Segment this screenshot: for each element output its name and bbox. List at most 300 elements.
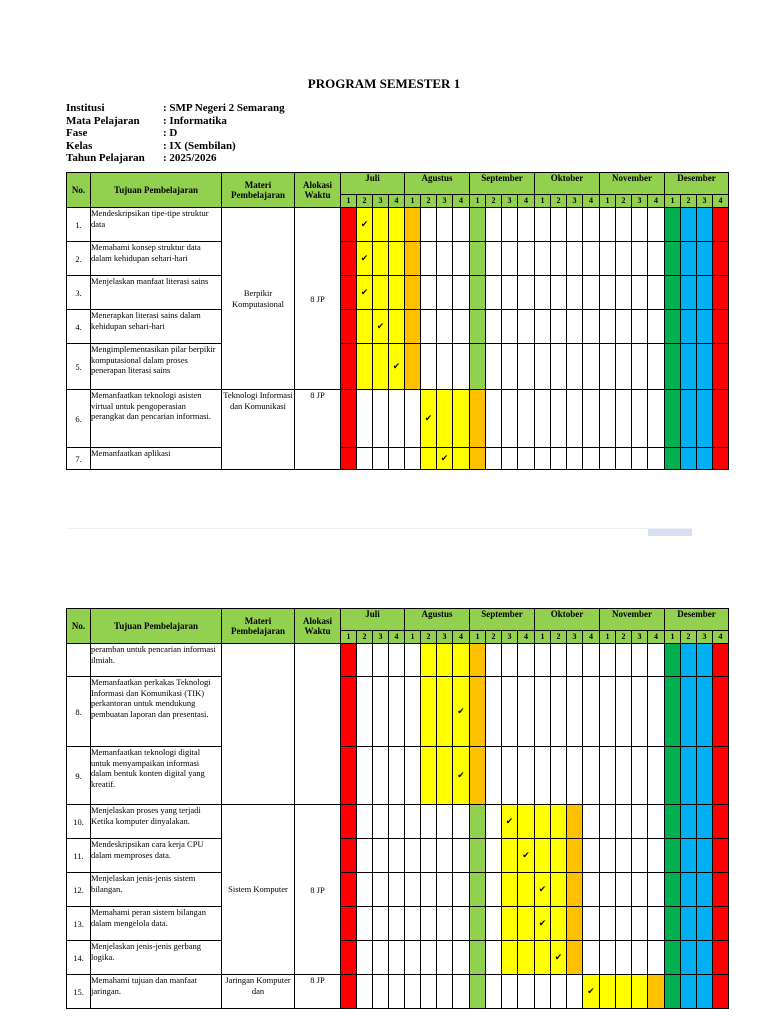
week-cell: [518, 242, 535, 276]
week-cell: [616, 310, 632, 344]
week-cell: [453, 805, 470, 839]
week-cell: [502, 941, 518, 975]
week-cell: [681, 344, 697, 390]
week-cell: [583, 747, 600, 805]
tujuan-cell: Menjelaskan manfaat literasi sains: [91, 276, 222, 310]
week-cell: [518, 644, 535, 677]
week-cell: [713, 941, 729, 975]
week-cell: [341, 208, 357, 242]
info-value: : 2025/2026: [163, 152, 217, 165]
info-value: : Informatika: [163, 114, 227, 127]
week-cell: [535, 839, 551, 873]
table-row: [67, 390, 729, 448]
week-cell: [600, 873, 616, 907]
week-cell: [421, 276, 437, 310]
week-cell: [389, 805, 405, 839]
week-label: 4: [389, 195, 405, 208]
week-cell: [616, 644, 632, 677]
week-cell: [616, 941, 632, 975]
week-cell: [453, 644, 470, 677]
table-row: [67, 310, 729, 344]
header-tujuan: Tujuan Pembelajaran: [91, 173, 222, 208]
week-cell: [453, 448, 470, 470]
week-cell: [665, 747, 681, 805]
week-cell: [583, 310, 600, 344]
week-cell: [486, 941, 502, 975]
week-cell: [405, 873, 421, 907]
week-label: 4: [648, 195, 665, 208]
week-cell: [665, 242, 681, 276]
week-label: 4: [713, 195, 729, 208]
week-cell: [470, 390, 486, 448]
week-cell: [535, 677, 551, 747]
week-cell: [551, 677, 567, 747]
check-icon: ✔: [518, 839, 535, 873]
week-cell: [389, 747, 405, 805]
week-cell: [713, 907, 729, 941]
week-cell: [632, 907, 648, 941]
week-cell: [470, 873, 486, 907]
week-cell: [373, 208, 389, 242]
week-cell: [567, 310, 583, 344]
week-cell: [405, 941, 421, 975]
week-cell: [616, 242, 632, 276]
week-cell: [486, 276, 502, 310]
week-cell: [502, 873, 518, 907]
week-cell: [697, 907, 713, 941]
week-cell: [567, 344, 583, 390]
week-cell: [341, 448, 357, 470]
week-cell: [405, 975, 421, 1009]
week-cell: [648, 208, 665, 242]
week-cell: [486, 242, 502, 276]
week-cell: [648, 390, 665, 448]
week-cell: [357, 805, 373, 839]
week-cell: [600, 208, 616, 242]
week-cell: [373, 390, 389, 448]
week-cell: [486, 310, 502, 344]
week-cell: [648, 805, 665, 839]
tujuan-cell: Mendeskripsikan cara kerja CPU dalam memproses data.: [91, 839, 222, 873]
week-cell: [713, 747, 729, 805]
alokasi-cell: 8 JP: [295, 390, 341, 470]
week-cell: [405, 208, 421, 242]
info-label: Mata Pelajaran: [66, 114, 140, 127]
week-cell: [502, 276, 518, 310]
table-row: [67, 242, 729, 276]
week-label: 4: [453, 631, 470, 644]
info-block: [66, 102, 285, 165]
week-cell: [453, 344, 470, 390]
info-row: [66, 127, 285, 140]
week-cell: [405, 242, 421, 276]
week-cell: [632, 448, 648, 470]
week-cell: [389, 448, 405, 470]
check-icon: ✔: [583, 975, 600, 1009]
week-cell: [697, 448, 713, 470]
table-row: [67, 448, 729, 470]
week-cell: [518, 390, 535, 448]
week-cell: [373, 805, 389, 839]
week-cell: [648, 975, 665, 1009]
week-label: 2: [616, 631, 632, 644]
alokasi-cell: 8 JP: [295, 975, 341, 1009]
week-cell: [437, 644, 453, 677]
table-row: [67, 873, 729, 907]
alokasi-cell: 8 JP: [295, 208, 341, 390]
week-cell: [583, 276, 600, 310]
week-cell: [502, 975, 518, 1009]
materi-cell: Sistem Komputer: [222, 805, 295, 975]
week-cell: [518, 344, 535, 390]
week-cell: [405, 839, 421, 873]
row-number: [67, 644, 91, 677]
week-cell: [421, 344, 437, 390]
tujuan-cell: Memanfaatkan teknologi asisten virtual untuk pengoperasian perangkat dan pencarian informasi.: [91, 390, 222, 448]
week-cell: [405, 344, 421, 390]
week-label: 4: [648, 631, 665, 644]
week-cell: [389, 873, 405, 907]
header-row-months: [67, 173, 729, 195]
week-cell: [648, 644, 665, 677]
page-separator: [66, 528, 692, 529]
week-label: 3: [437, 631, 453, 644]
week-cell: [616, 390, 632, 448]
week-cell: [697, 873, 713, 907]
week-cell: [681, 873, 697, 907]
week-cell: [583, 873, 600, 907]
week-cell: [502, 242, 518, 276]
week-cell: [616, 805, 632, 839]
row-number: 11.: [67, 839, 91, 873]
week-cell: [341, 873, 357, 907]
week-label: 1: [341, 631, 357, 644]
week-cell: [632, 242, 648, 276]
week-label: 1: [600, 195, 616, 208]
week-cell: [341, 941, 357, 975]
week-cell: [437, 839, 453, 873]
week-cell: [681, 805, 697, 839]
week-cell: [600, 448, 616, 470]
week-cell: [681, 839, 697, 873]
week-cell: [551, 344, 567, 390]
month-agustus: Agustus: [405, 173, 470, 195]
week-cell: [518, 907, 535, 941]
week-cell: [648, 677, 665, 747]
week-cell: [437, 276, 453, 310]
week-cell: [648, 839, 665, 873]
week-cell: [665, 839, 681, 873]
check-icon: ✔: [453, 747, 470, 805]
week-cell: [405, 390, 421, 448]
week-cell: [551, 805, 567, 839]
week-cell: [600, 644, 616, 677]
week-cell: [518, 310, 535, 344]
week-cell: [616, 208, 632, 242]
week-label: 1: [341, 195, 357, 208]
week-cell: [405, 644, 421, 677]
week-cell: [583, 839, 600, 873]
week-label: 3: [632, 195, 648, 208]
check-icon: ✔: [453, 677, 470, 747]
week-cell: [470, 276, 486, 310]
week-cell: [405, 747, 421, 805]
week-cell: [486, 805, 502, 839]
week-cell: [681, 310, 697, 344]
week-cell: [502, 310, 518, 344]
week-cell: [518, 941, 535, 975]
month-juli: Juli: [341, 173, 405, 195]
info-row: [66, 152, 285, 165]
week-cell: [405, 805, 421, 839]
week-cell: [697, 677, 713, 747]
week-cell: [405, 907, 421, 941]
week-cell: [437, 390, 453, 448]
row-number: 5.: [67, 344, 91, 390]
info-row: [66, 102, 285, 115]
week-cell: [665, 677, 681, 747]
week-cell: [551, 873, 567, 907]
week-cell: [583, 644, 600, 677]
week-cell: [486, 677, 502, 747]
week-cell: [616, 839, 632, 873]
tujuan-cell: Menjelaskan proses yang terjadi Ketika komputer dinyalakan.: [91, 805, 222, 839]
page-marker: [648, 529, 692, 536]
week-cell: [567, 805, 583, 839]
tujuan-cell: Menjelaskan jenis-jenis gerbang logika.: [91, 941, 222, 975]
week-cell: [453, 276, 470, 310]
week-cell: [600, 907, 616, 941]
week-label: 4: [583, 195, 600, 208]
week-cell: [713, 242, 729, 276]
week-cell: [681, 276, 697, 310]
week-cell: [681, 677, 697, 747]
week-label: 1: [405, 631, 421, 644]
month-desember: Desember: [665, 609, 729, 631]
week-cell: [373, 276, 389, 310]
row-number: 13.: [67, 907, 91, 941]
check-icon: ✔: [389, 344, 405, 390]
week-cell: [437, 208, 453, 242]
table-row: [67, 344, 729, 390]
week-cell: [518, 448, 535, 470]
week-cell: [389, 242, 405, 276]
row-number: 1.: [67, 208, 91, 242]
week-cell: [389, 390, 405, 448]
week-cell: [502, 644, 518, 677]
week-cell: [518, 276, 535, 310]
week-cell: [486, 873, 502, 907]
week-cell: [341, 747, 357, 805]
week-cell: [616, 677, 632, 747]
week-label: 4: [389, 631, 405, 644]
week-cell: [713, 975, 729, 1009]
week-label: 1: [535, 631, 551, 644]
week-cell: [697, 390, 713, 448]
week-cell: [713, 873, 729, 907]
week-cell: [421, 941, 437, 975]
week-cell: [632, 644, 648, 677]
week-cell: [535, 242, 551, 276]
week-cell: [535, 448, 551, 470]
week-cell: [437, 677, 453, 747]
table-row: [67, 644, 729, 677]
week-cell: [470, 208, 486, 242]
week-cell: [567, 839, 583, 873]
week-cell: [600, 805, 616, 839]
info-label: Kelas: [66, 139, 93, 152]
week-cell: [389, 310, 405, 344]
week-cell: [357, 907, 373, 941]
week-cell: [551, 448, 567, 470]
week-cell: [453, 390, 470, 448]
week-cell: [470, 310, 486, 344]
month-oktober: Oktober: [535, 609, 600, 631]
week-cell: [453, 873, 470, 907]
week-cell: [357, 975, 373, 1009]
week-cell: [567, 242, 583, 276]
week-cell: [697, 242, 713, 276]
header-materi: Materi Pembelajaran: [222, 609, 295, 644]
week-cell: [405, 310, 421, 344]
tujuan-cell: Mengimplementasikan pilar berpikir komputasional dalam proses penerapan literasi sains: [91, 344, 222, 390]
week-label: 2: [421, 195, 437, 208]
week-cell: [600, 941, 616, 975]
week-cell: [697, 276, 713, 310]
week-cell: [697, 941, 713, 975]
materi-cell: Jaringan Komputer dan: [222, 975, 295, 1009]
week-cell: [535, 747, 551, 805]
week-cell: [502, 448, 518, 470]
week-cell: [665, 907, 681, 941]
week-cell: [341, 344, 357, 390]
week-cell: [535, 975, 551, 1009]
row-number: 10.: [67, 805, 91, 839]
week-cell: [535, 276, 551, 310]
week-cell: [713, 310, 729, 344]
week-cell: [567, 975, 583, 1009]
tujuan-cell: peramban untuk pencarian informasi ilmiah.: [91, 644, 222, 677]
week-cell: [437, 941, 453, 975]
week-cell: [632, 344, 648, 390]
month-november: November: [600, 173, 665, 195]
week-cell: [567, 390, 583, 448]
week-cell: [697, 975, 713, 1009]
materi-cell: Teknologi Informasi dan Komunikasi: [222, 390, 295, 470]
week-cell: [341, 805, 357, 839]
week-cell: [535, 310, 551, 344]
week-cell: [341, 644, 357, 677]
week-cell: [373, 873, 389, 907]
week-cell: [389, 941, 405, 975]
week-cell: [551, 242, 567, 276]
table-row: [67, 839, 729, 873]
info-value: : D: [163, 127, 178, 140]
week-cell: [405, 448, 421, 470]
week-cell: [632, 805, 648, 839]
table-row: [67, 941, 729, 975]
week-cell: [648, 873, 665, 907]
week-cell: [648, 276, 665, 310]
week-cell: [632, 310, 648, 344]
week-cell: [389, 975, 405, 1009]
week-cell: [551, 839, 567, 873]
week-cell: [502, 839, 518, 873]
week-cell: [665, 310, 681, 344]
week-cell: [665, 805, 681, 839]
week-cell: [341, 907, 357, 941]
week-cell: [373, 975, 389, 1009]
check-icon: ✔: [551, 941, 567, 975]
week-cell: [470, 448, 486, 470]
week-cell: [357, 390, 373, 448]
week-cell: [437, 975, 453, 1009]
week-label: 2: [421, 631, 437, 644]
week-cell: [437, 747, 453, 805]
row-number: 7.: [67, 448, 91, 470]
week-cell: [357, 747, 373, 805]
week-cell: [583, 677, 600, 747]
tujuan-cell: Memanfaatkan aplikasi: [91, 448, 222, 470]
row-number: 6.: [67, 390, 91, 448]
table-row: [67, 747, 729, 805]
week-cell: [357, 873, 373, 907]
week-cell: [357, 677, 373, 747]
week-cell: [713, 390, 729, 448]
week-cell: [535, 208, 551, 242]
week-cell: [567, 677, 583, 747]
week-cell: [616, 747, 632, 805]
week-cell: [373, 941, 389, 975]
week-cell: [697, 208, 713, 242]
week-cell: [453, 975, 470, 1009]
tujuan-cell: Mendeskripsikan tipe-tipe struktur data: [91, 208, 222, 242]
check-icon: ✔: [535, 873, 551, 907]
week-cell: [421, 805, 437, 839]
schedule-table-1: [66, 172, 729, 470]
info-label: Tahun Pelajaran: [66, 152, 145, 165]
tujuan-cell: Memahami konsep struktur data dalam kehidupan sehari-hari: [91, 242, 222, 276]
week-label: 4: [713, 631, 729, 644]
table-row: [67, 208, 729, 242]
table-row: [67, 805, 729, 839]
month-agustus: Agustus: [405, 609, 470, 631]
week-cell: [470, 907, 486, 941]
header-tujuan: Tujuan Pembelajaran: [91, 609, 222, 644]
week-label: 3: [632, 631, 648, 644]
row-number: 4.: [67, 310, 91, 344]
week-cell: [357, 310, 373, 344]
header-row-months: [67, 609, 729, 631]
week-cell: [341, 310, 357, 344]
week-cell: [502, 344, 518, 390]
week-label: 3: [567, 631, 583, 644]
week-cell: [373, 677, 389, 747]
week-cell: [486, 390, 502, 448]
week-cell: [551, 975, 567, 1009]
month-september: September: [470, 173, 535, 195]
week-cell: [616, 873, 632, 907]
week-cell: [681, 208, 697, 242]
week-cell: [632, 975, 648, 1009]
week-cell: [373, 907, 389, 941]
materi-cell: Berpikir Komputasional: [222, 208, 295, 390]
week-cell: [518, 873, 535, 907]
week-label: 3: [373, 195, 389, 208]
week-cell: [486, 747, 502, 805]
month-september: September: [470, 609, 535, 631]
week-cell: [600, 677, 616, 747]
